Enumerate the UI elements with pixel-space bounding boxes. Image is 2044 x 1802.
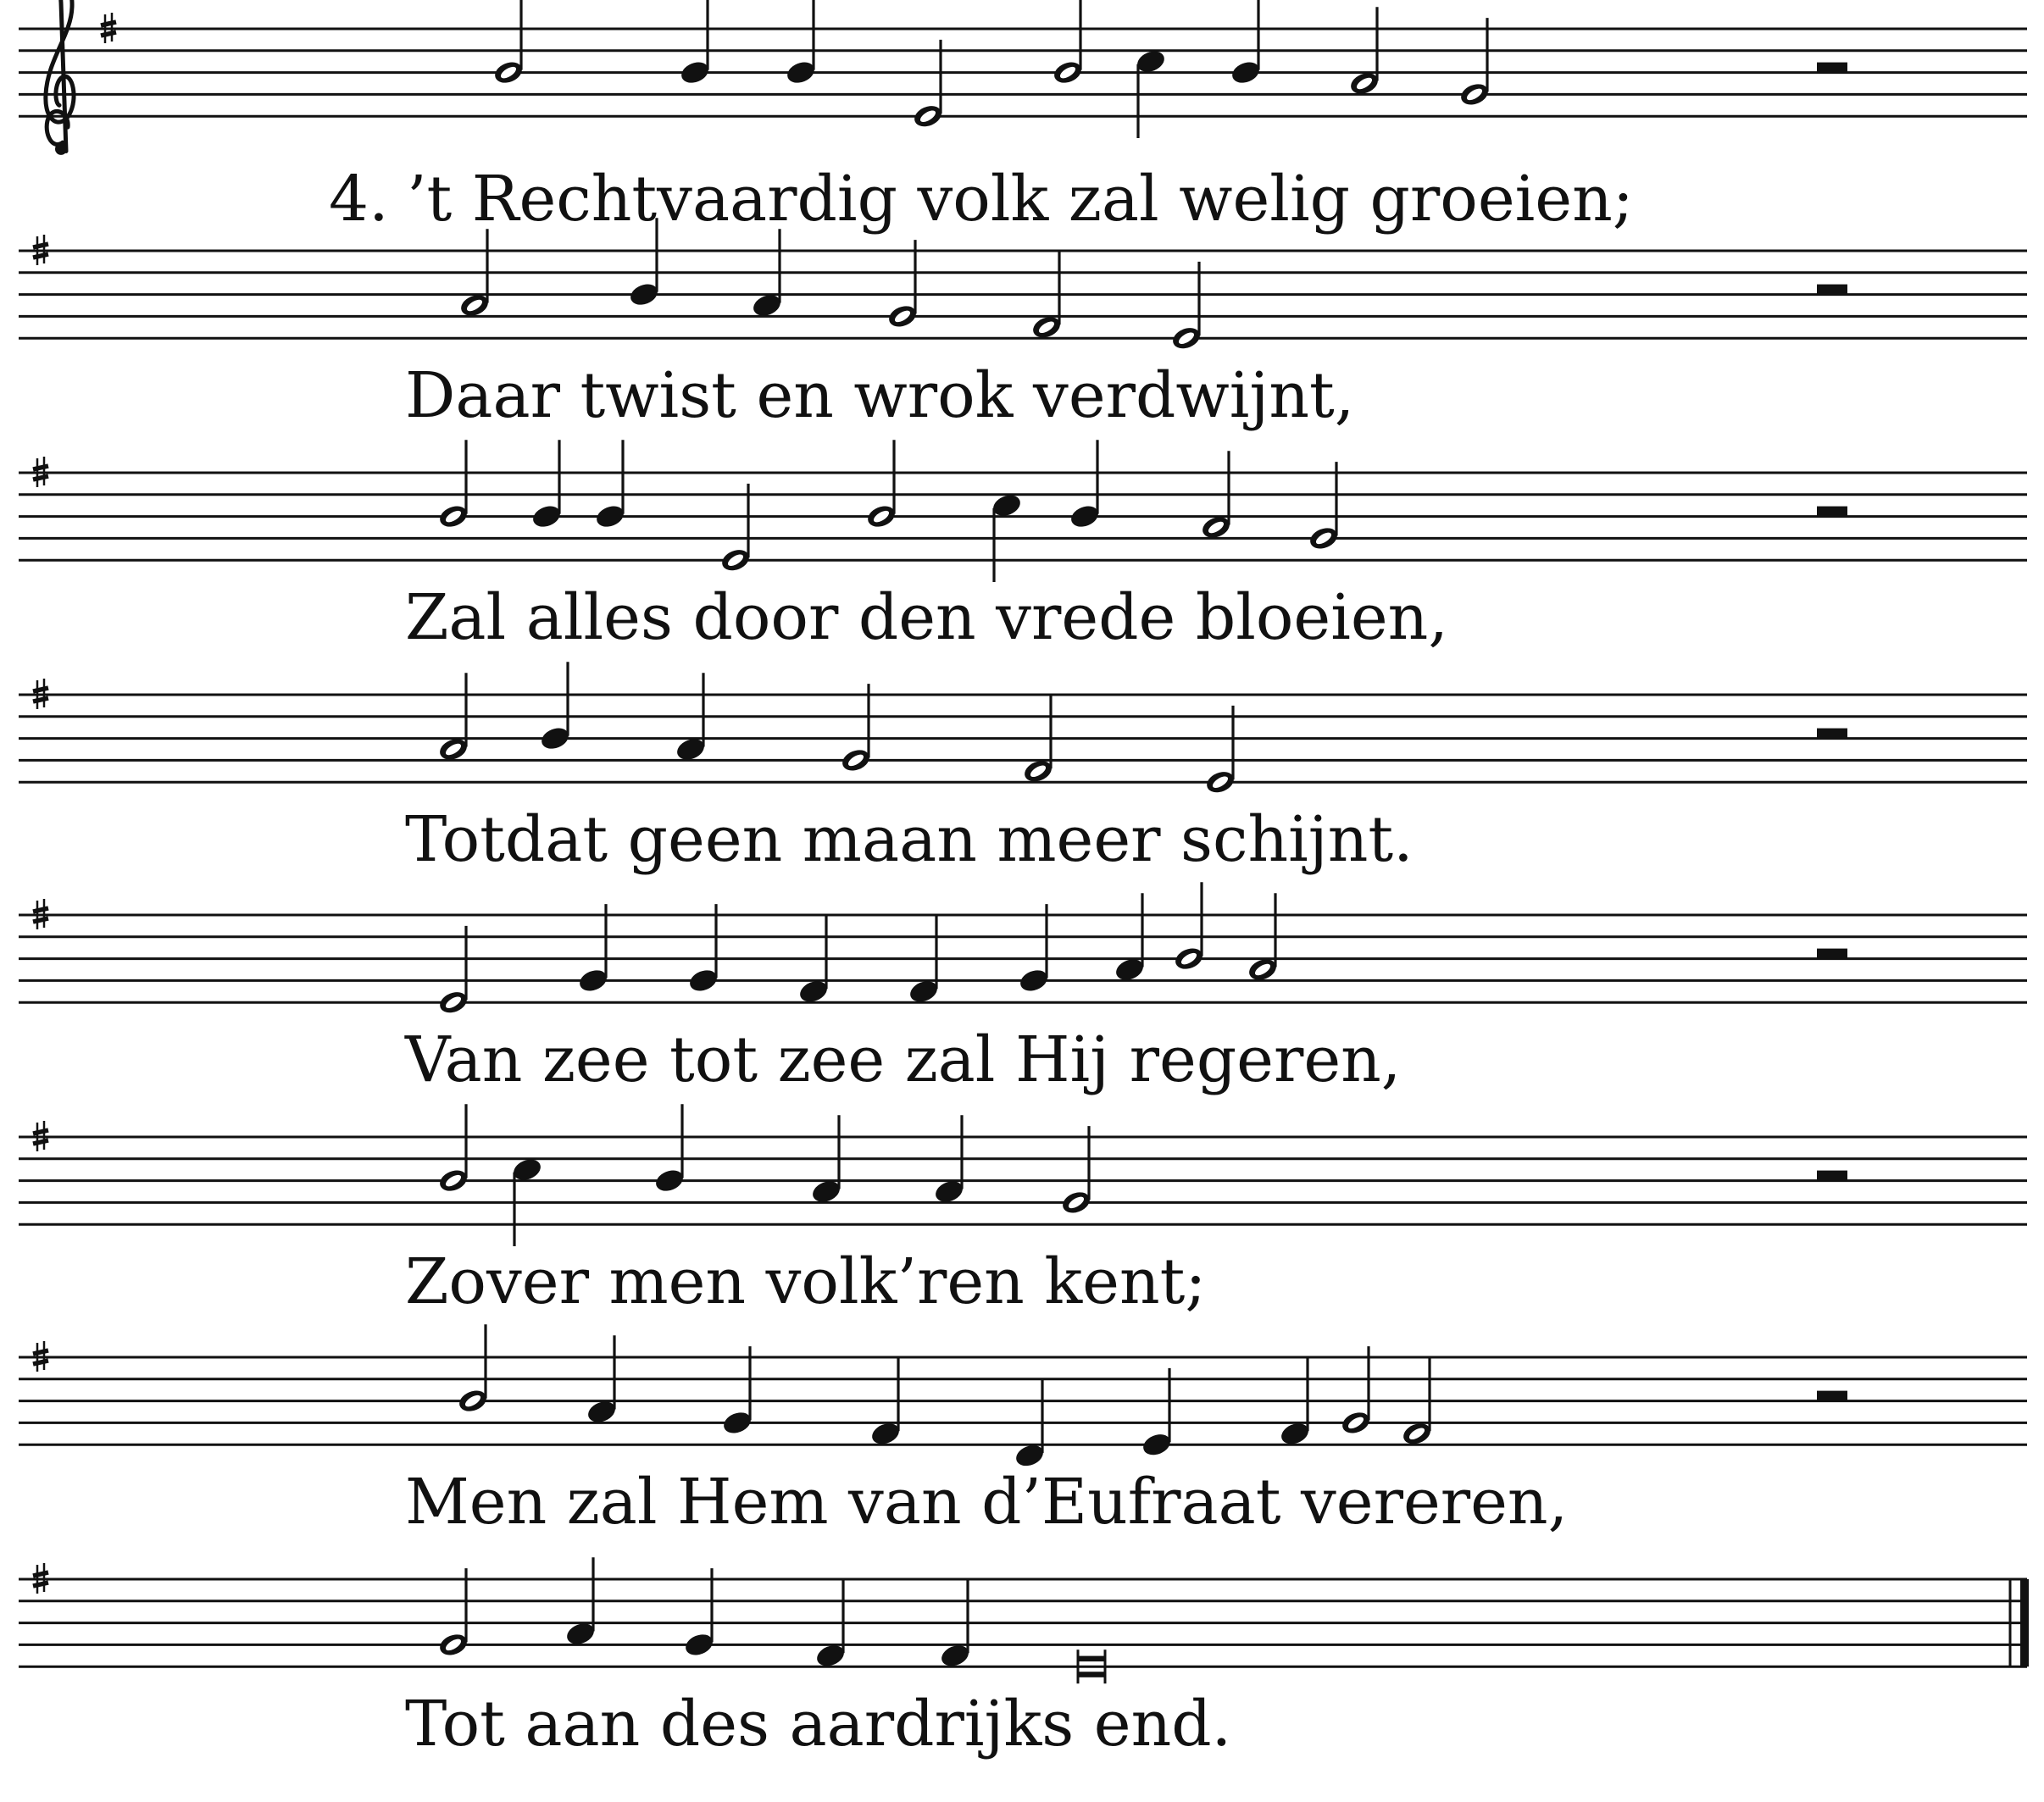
lyric-line: Tot aan des aardrijks end. xyxy=(405,1688,1232,1760)
note-quarter-B4 xyxy=(594,440,627,530)
lyric-line: Men zal Hem van d’Eufraat vereren, xyxy=(405,1466,1569,1539)
note-half-F4 xyxy=(1022,695,1055,785)
note-half-G4 xyxy=(437,1568,470,1659)
half-rest-icon xyxy=(1817,1171,1847,1181)
note-half-B4 xyxy=(1052,0,1085,86)
note-quarter-F4 xyxy=(797,915,830,1006)
note-half-E4 xyxy=(1204,706,1237,796)
final-barline-thick xyxy=(2020,1579,2029,1666)
verse-number: 4. xyxy=(329,163,389,236)
note-half-G4 xyxy=(840,684,873,774)
note-quarter-A4 xyxy=(675,673,708,763)
lyric-line: Zal alles door den vrede bloeien, xyxy=(405,581,1448,654)
note-half-G4 xyxy=(886,240,919,330)
note-quarter-E4 xyxy=(1141,1368,1174,1459)
note-half-E4 xyxy=(912,40,945,130)
note-quarter-A4 xyxy=(1114,893,1147,984)
staff-system xyxy=(19,0,2027,236)
half-rest-icon xyxy=(1817,507,1847,517)
note-half-B4 xyxy=(457,1324,490,1415)
note-quarter-C5 xyxy=(511,1156,544,1246)
note-half-F4 xyxy=(1030,251,1064,341)
note-quarter-G4 xyxy=(687,904,720,995)
note-quarter-A4 xyxy=(586,1335,619,1426)
half-rest-icon xyxy=(1817,63,1847,73)
lyric-line: Zover men volk’ren kent; xyxy=(405,1245,1207,1318)
staff-system xyxy=(19,1557,2029,1760)
note-quarter-A4 xyxy=(564,1557,597,1648)
note-quarter-B4 xyxy=(653,1104,686,1195)
note-quarter-A4 xyxy=(933,1115,966,1206)
half-rest-icon xyxy=(1817,285,1847,295)
note-half-A4 xyxy=(1247,893,1280,984)
note-half-G4 xyxy=(1308,462,1341,552)
staff-system xyxy=(19,882,2027,1096)
note-quarter-G4 xyxy=(577,904,610,995)
note-half-B4 xyxy=(865,440,898,530)
note-quarter-F4 xyxy=(1279,1357,1312,1448)
note-quarter-C5 xyxy=(991,491,1024,582)
note-half-B4 xyxy=(492,0,525,86)
half-rest-icon xyxy=(1817,949,1847,959)
note-half-F4 xyxy=(1401,1357,1434,1448)
treble-clef-dot xyxy=(55,143,67,155)
note-quarter-B4 xyxy=(679,0,712,86)
note-quarter-B4 xyxy=(530,440,564,530)
lyric-line: Totdat geen maan meer schijnt. xyxy=(405,803,1414,876)
note-half-B4 xyxy=(437,440,470,530)
staff-system xyxy=(19,440,2027,654)
note-half-E4 xyxy=(437,926,470,1017)
lyric-line: ’t Rechtvaardig volk zal welig groeien; xyxy=(407,163,1634,236)
note-half-A4 xyxy=(1348,7,1381,97)
note-half-B4 xyxy=(1173,882,1206,973)
note-quarter-C5 xyxy=(1135,47,1168,138)
treble-clef-icon xyxy=(46,0,74,151)
note-half-G4 xyxy=(1458,18,1491,108)
half-rest-icon xyxy=(1817,729,1847,739)
note-quarter-A4 xyxy=(751,229,784,319)
staff-system xyxy=(19,662,2027,876)
note-half-A4 xyxy=(1200,451,1233,541)
note-quarter-G4 xyxy=(1018,904,1051,995)
staff-system xyxy=(19,1324,2027,1539)
note-quarter-D4 xyxy=(1014,1379,1047,1470)
note-half-E4 xyxy=(1170,262,1203,352)
note-quarter-B4 xyxy=(1069,440,1102,530)
lyric-line: Daar twist en wrok verdwijnt, xyxy=(405,359,1355,432)
note-quarter-G4 xyxy=(721,1346,754,1437)
note-quarter-F4 xyxy=(869,1357,903,1448)
note-half-G4 xyxy=(1340,1346,1373,1437)
note-quarter-F4 xyxy=(939,1579,972,1670)
note-quarter-B4 xyxy=(1230,0,1263,86)
note-half-A4 xyxy=(458,229,492,319)
lyric-line: Van zee tot zee zal Hij regeren, xyxy=(405,1023,1402,1096)
note-quarter-B4 xyxy=(785,0,818,86)
note-quarter-B4 xyxy=(539,662,572,752)
note-half-A4 xyxy=(437,673,470,763)
note-half-B4 xyxy=(437,1104,470,1195)
note-quarter-F4 xyxy=(908,915,941,1006)
note-quarter-G4 xyxy=(683,1568,716,1659)
note-half-E4 xyxy=(719,484,753,574)
staff-system xyxy=(19,1104,2027,1318)
staff-system xyxy=(19,218,2027,432)
note-quarter-F4 xyxy=(814,1579,847,1670)
note-quarter-A4 xyxy=(810,1115,843,1206)
note-half-G4 xyxy=(1060,1126,1093,1217)
half-rest-icon xyxy=(1817,1391,1847,1401)
